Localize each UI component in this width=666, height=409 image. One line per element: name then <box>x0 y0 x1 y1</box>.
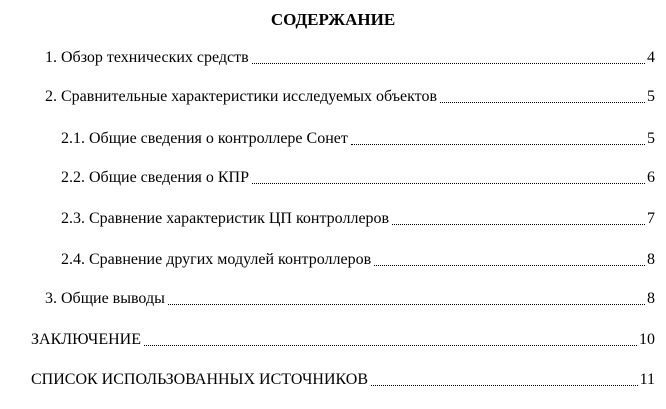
toc-entry-label: 3. Общие выводы <box>45 290 165 307</box>
toc-entry-conclusion[interactable] <box>31 328 655 350</box>
toc-entry-page: 8 <box>647 251 655 268</box>
toc-entry-page: 7 <box>647 210 655 227</box>
dot-leader <box>440 100 645 103</box>
dot-leader <box>371 383 638 386</box>
dot-leader <box>252 181 645 184</box>
toc-entry-label: ЗАКЛЮЧЕНИЕ <box>31 331 141 348</box>
toc-entry-page: 10 <box>639 331 655 348</box>
toc-entry-page: 11 <box>639 371 655 388</box>
toc-entry-label: 2.4. Сравнение других модулей контроллеров <box>61 251 372 268</box>
toc-entry-label: 1. Обзор технических средств <box>45 49 249 66</box>
toc-title: СОДЕРЖАНИЕ <box>270 10 396 29</box>
toc-entry-2[interactable] <box>45 85 655 107</box>
toc-entry-page: 8 <box>647 290 655 307</box>
toc-entry-2-4[interactable] <box>61 248 655 270</box>
toc-entry-label: СПИСОК ИСПОЛЬЗОВАННЫХ ИСТОЧНИКОВ <box>31 371 369 388</box>
toc-entry-page: 4 <box>647 49 655 66</box>
toc-entry-page: 5 <box>647 88 655 105</box>
toc-entry-label: 2.2. Общие сведения о КПР <box>61 169 249 186</box>
dot-leader <box>168 302 645 305</box>
toc-entry-page: 6 <box>647 169 655 186</box>
toc-entry-3[interactable] <box>45 287 655 309</box>
dot-leader <box>252 61 645 64</box>
toc-entry-2-2[interactable] <box>61 166 655 188</box>
toc-entry-2-3[interactable] <box>61 207 655 229</box>
toc-entry-page: 5 <box>647 130 655 147</box>
dot-leader <box>392 222 645 225</box>
dot-leader <box>351 142 645 145</box>
toc-entry-label: 2.1. Общие сведения о контроллере Сонет <box>61 130 348 147</box>
toc-entry-2-1[interactable] <box>61 127 655 149</box>
toc-entry-label: 2.3. Сравнение характеристик ЦП контроллеров <box>61 210 390 227</box>
toc-entry-label: 2. Сравнительные характеристики исследуемых объектов <box>45 88 438 105</box>
toc-entry-references[interactable] <box>31 368 655 390</box>
dot-leader <box>144 343 637 346</box>
toc-entry-1[interactable] <box>45 46 655 68</box>
dot-leader <box>374 263 645 266</box>
